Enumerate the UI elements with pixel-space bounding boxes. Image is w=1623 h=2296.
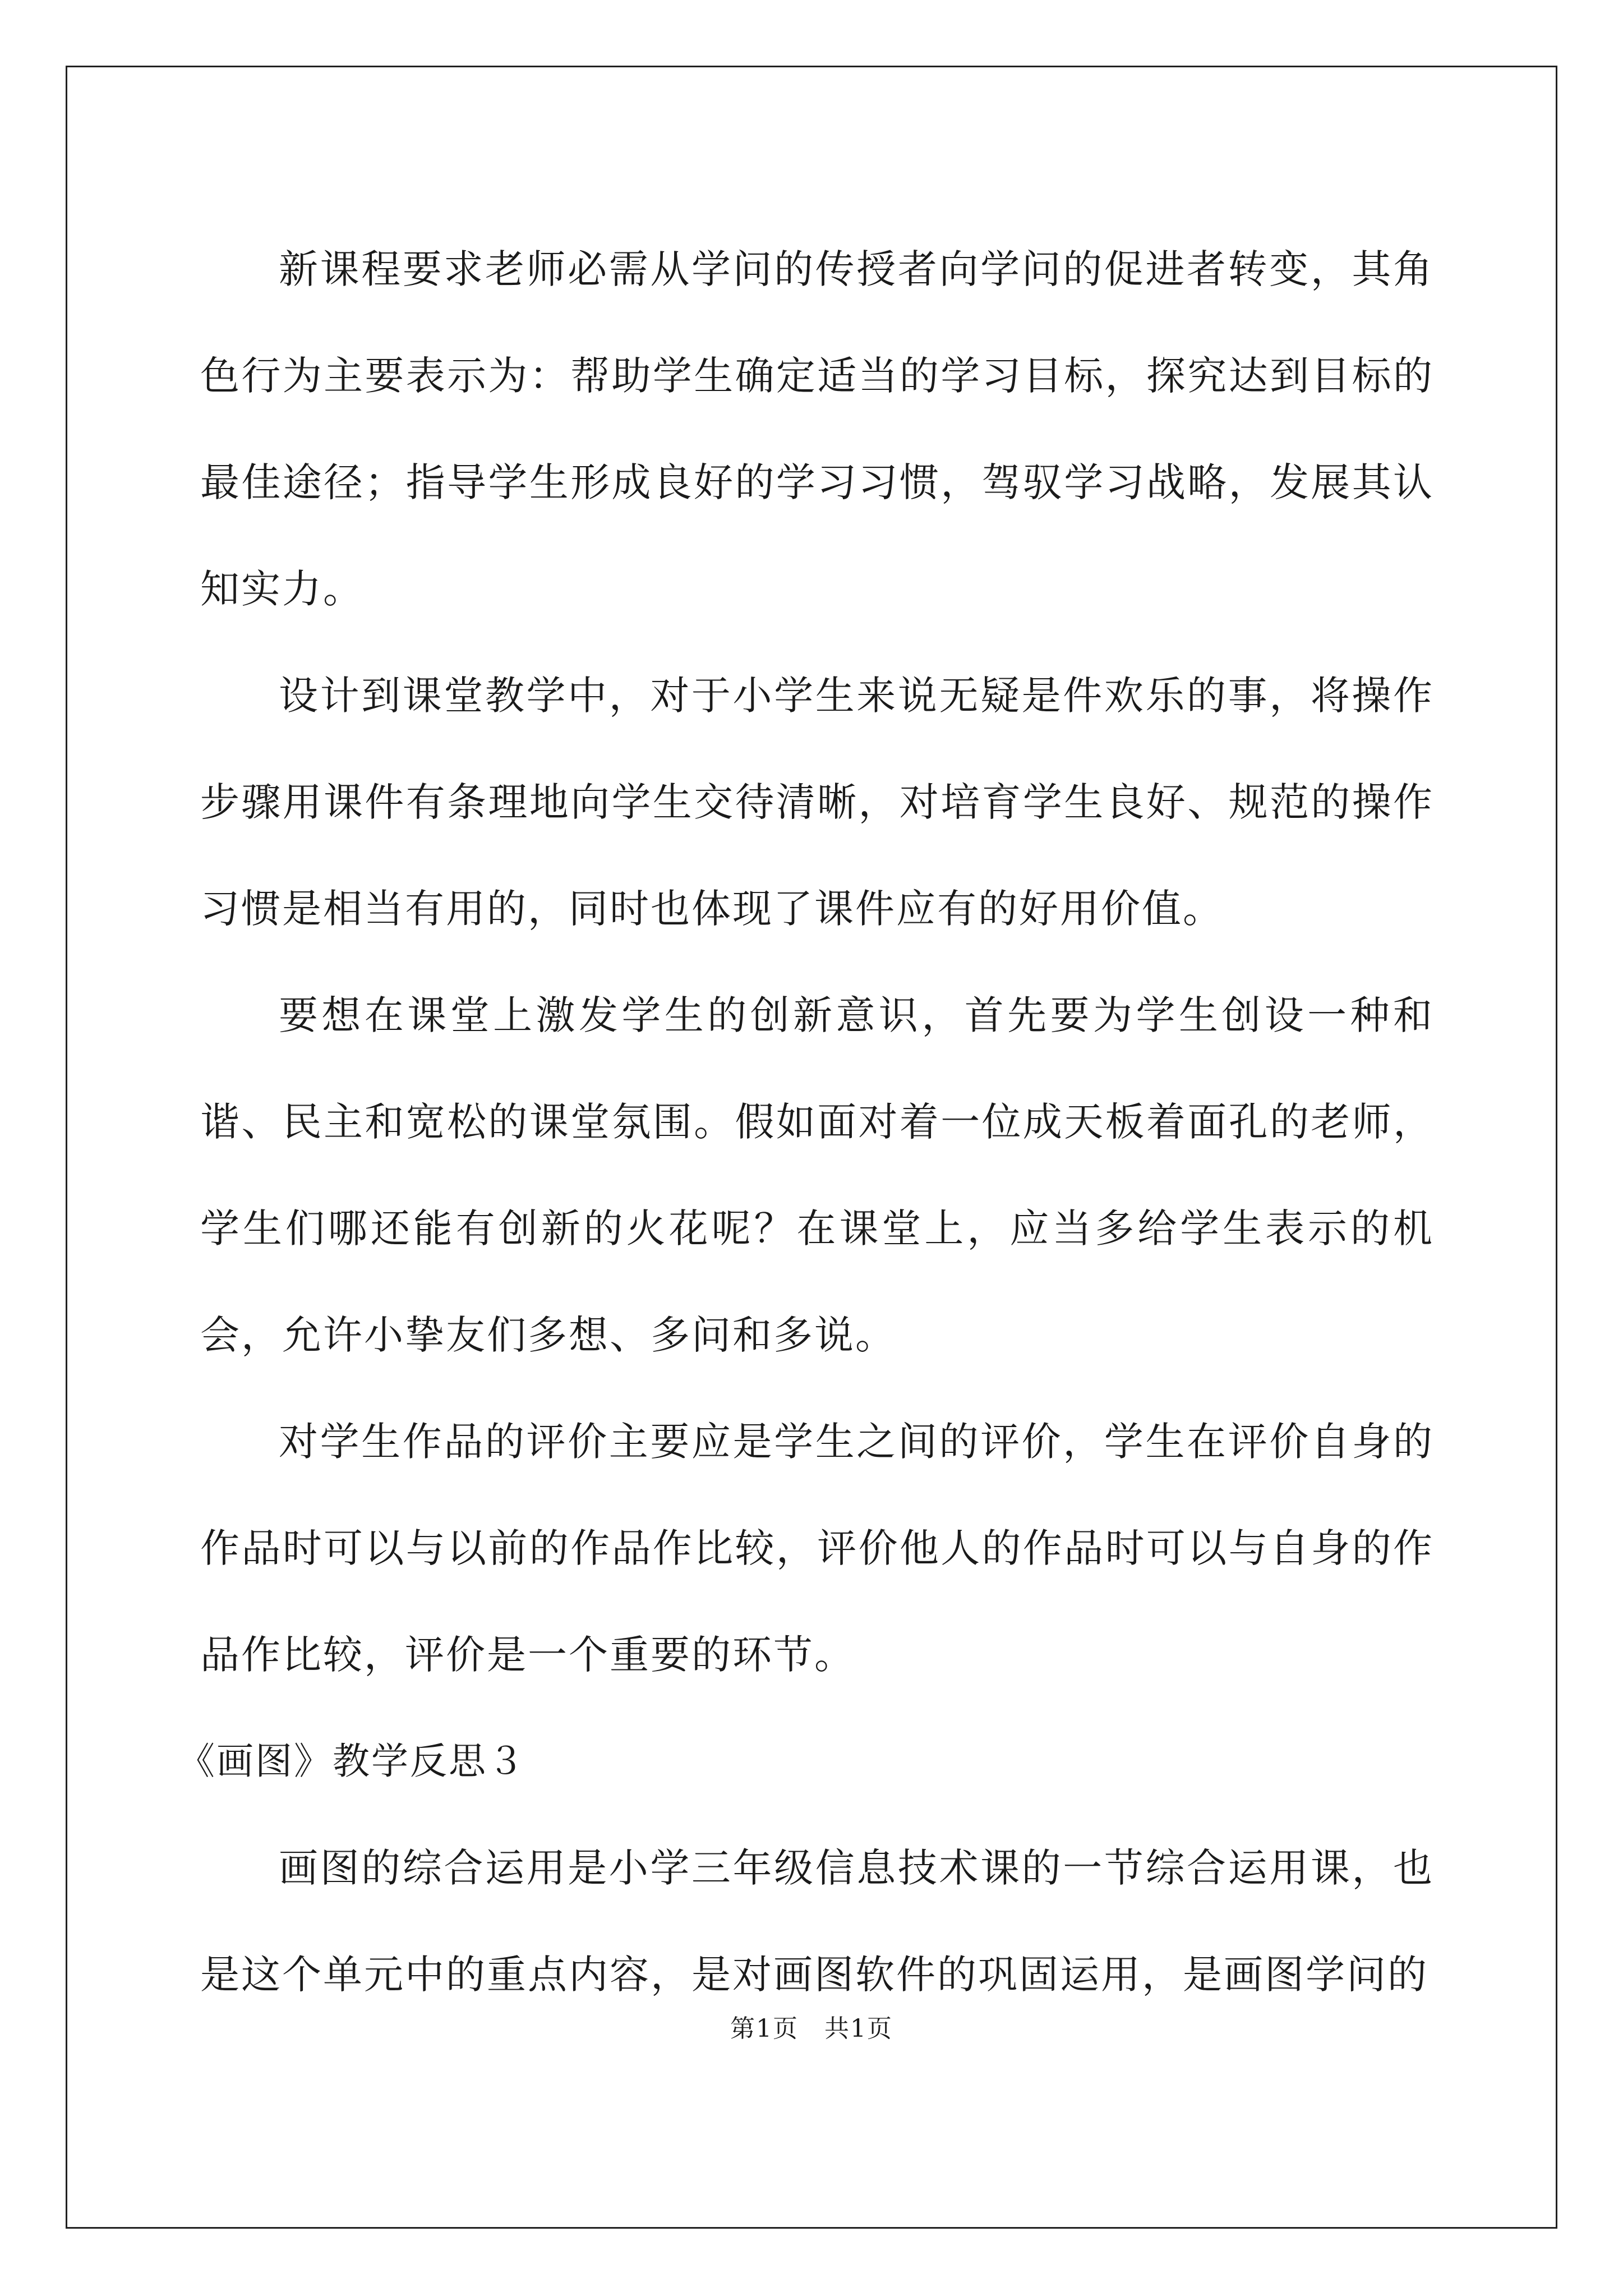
section-paragraph-1: 画图的综合运用是小学三年级信息技术课的一节综合运用课，也是这个单元中的重点内容，是对画图软件的巩固运用，是画图学问的 <box>200 1845 1434 1998</box>
paragraph-3: 要想在课堂上激发学生的创新意识，首先要为学生创设一种和谐、民主和宽松的课堂氛围。假如面对着一位成天板着面孔的老师，学生们哪还能有创新的火花呢？在课堂上，应当多给学生表示的机会，允许小挚友们多想、多问和多说。 <box>200 992 1434 1358</box>
paragraph-2: 设计到课堂教学中，对于小学生来说无疑是件欢乐的事，将操作步骤用课件有条理地向学生交待清晰，对培育学生良好、规范的操作习惯是相当有用的，同时也体现了课件应有的好用价值。 <box>200 673 1434 932</box>
page-number-footer: 第1页 共1页 <box>730 2014 893 2043</box>
paragraph-1: 新课程要求老师必需从学问的传授者向学问的促进者转变，其角色行为主要表示为：帮助学生确定适当的学习目标，探究达到目标的最佳途径；指导学生形成良好的学习习惯，驾驭学习战略，发展其认知实力。 <box>200 246 1434 612</box>
section-heading: 《画图》教学反思３ <box>178 1740 526 1783</box>
document-body <box>178 216 1434 2028</box>
paragraph-4: 对学生作品的评价主要应是学生之间的评价，学生在评价自身的作品时可以与以前的作品作比较，评价他人的作品时可以与自身的作品作比较，评价是一个重要的环节。 <box>200 1419 1434 1678</box>
